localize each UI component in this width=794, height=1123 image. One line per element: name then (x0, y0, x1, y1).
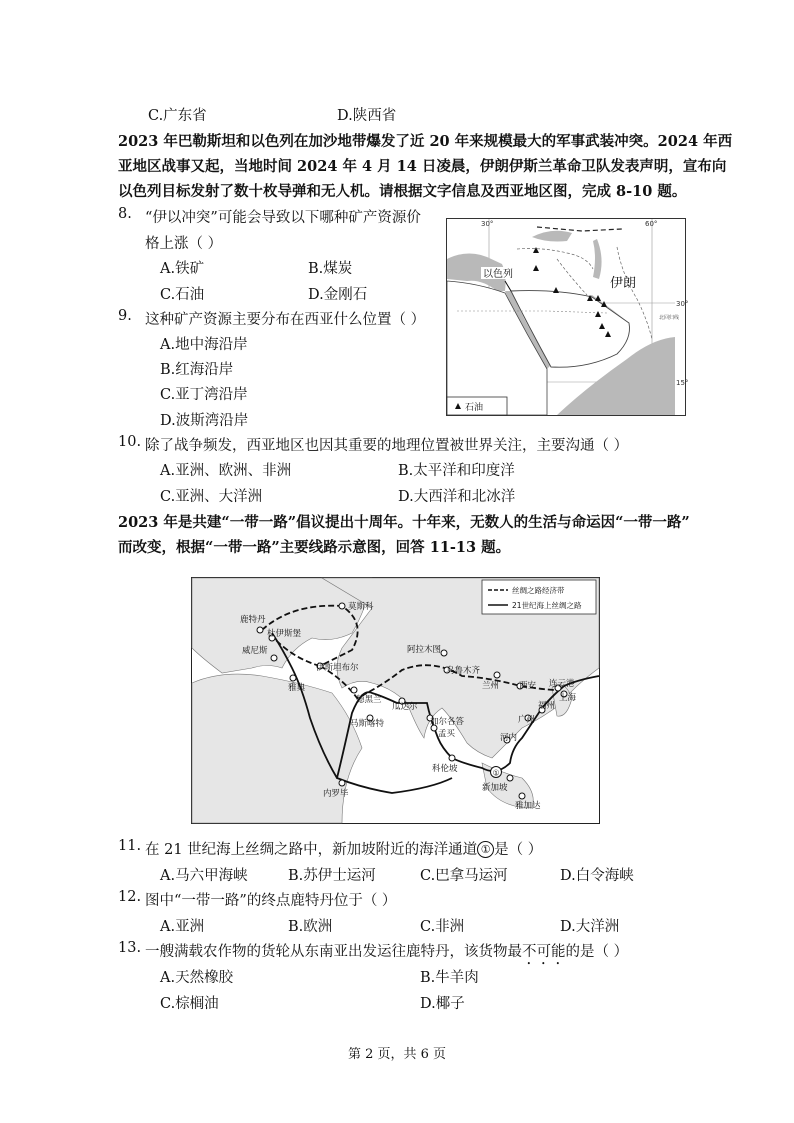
label-lianyungang: 连云港 (549, 679, 575, 689)
q8-text-line2: 格上涨（ ） (145, 236, 223, 252)
q10-option-b: B.太平洋和印度洋 (398, 463, 515, 479)
label-shanghai: 上海 (559, 693, 577, 703)
q9-option-b: B.红海沿岸 (160, 362, 234, 378)
intro1-line1: 2023 年巴勒斯坦和以色列在加沙地带爆发了近 20 年来规模最大的军事武装冲突。2024 年西 (118, 133, 733, 150)
q11-text (145, 838, 542, 859)
q9-option-a: A.地中海沿岸 (160, 337, 248, 353)
intro1-line2: 亚地区战事又起，当地时间 2024 年 4 月 14 日凌晨，伊朗伊斯兰革命卫队发表声明，宣布向 (118, 158, 727, 175)
legend-sea-label: 21世纪海上丝绸之路 (512, 601, 582, 610)
israel-arrow (505, 281, 511, 291)
africa-land (192, 674, 362, 823)
q9-option-d: D.波斯湾沿岸 (160, 413, 249, 429)
intro2-line2: 而改变，根据“一带一路”主要线路示意图，回答 11-13 题。 (118, 539, 511, 556)
q13-number: 13. (118, 940, 142, 956)
lat-30-label: 30° (676, 300, 689, 308)
option-c-prev: C.广东省 (148, 108, 207, 124)
lat-15-label: 15° (676, 379, 689, 387)
q10-text: 除了战争频发，西亚地区也因其重要的地理位置被世界关注，主要沟通（ ） (145, 438, 629, 454)
q9-option-c: C.亚丁湾沿岸 (160, 387, 248, 403)
q12-text: 图中“一带一路”的终点鹿特丹位于（ ） (145, 893, 397, 909)
belt-road-map (191, 577, 600, 824)
page-footer: 第 2 页，共 6 页 (347, 1047, 447, 1062)
iran-label: 伊朗 (610, 276, 637, 291)
q13-text (145, 940, 628, 968)
q11-text-a: 在 21 世纪海上丝绸之路中，新加坡附近的海洋通道 (145, 842, 478, 858)
label-lanzhou: 兰州 (482, 681, 500, 691)
label-moscow: 莫斯科 (348, 602, 374, 612)
q11-option-b: B.苏伊士运河 (288, 868, 376, 884)
label-tehran: 德黑兰 (356, 695, 382, 705)
black-sea (532, 231, 572, 242)
label-singapore: 新加坡 (482, 783, 508, 793)
west-asia-map-svg (447, 219, 689, 415)
q13-text-a: 一艘满载农作物的货轮从东南亚出发运往鹿特丹，该货物最 (145, 944, 522, 960)
q12-option-a: A.亚洲 (160, 919, 205, 935)
label-venice: 威尼斯 (242, 646, 268, 656)
lon-30-label: 30° (481, 220, 494, 228)
q11-marker: ① (477, 841, 494, 858)
west-asia-map (446, 218, 689, 416)
label-jakarta: 雅加达 (515, 801, 541, 811)
label-xian: 西安 (519, 681, 537, 691)
legend-oil-label: 石油 (465, 403, 484, 413)
intro1-line3: 以色列目标发射了数十枚导弹和无人机。请根据文字信息及西亚地区图，完成 8-10 题。 (118, 183, 687, 200)
label-nairobi: 内罗毕 (323, 789, 349, 799)
label-athens: 雅典 (288, 683, 306, 693)
label-duisburg: 杜伊斯堡 (267, 629, 302, 639)
q8-number: 8. (118, 206, 132, 222)
q13-emphasis: 不可能 (522, 944, 566, 960)
lon-60-label: 60° (645, 220, 658, 228)
q12-option-c: C.非洲 (420, 919, 465, 935)
q13-option-a: A.天然橡胶 (160, 970, 234, 986)
label-fuzhou: 福州 (538, 701, 556, 711)
label-mumbai: 孟买 (438, 729, 456, 739)
label-guangzhou: 广州 (518, 715, 536, 725)
oil-icon (553, 287, 559, 293)
label-istanbul: 伊斯坦布尔 (316, 663, 359, 673)
legend-land-label: 丝绸之路经济带 (512, 586, 565, 595)
q9-number: 9. (118, 308, 132, 324)
q11-text-b: 是（ ） (494, 842, 543, 858)
oil-icon (533, 265, 539, 271)
label-rotterdam: 鹿特丹 (240, 615, 266, 625)
q11-option-c: C.巴拿马运河 (420, 868, 508, 884)
q9-text: 这种矿产资源主要分布在西亚什么位置（ ） (145, 312, 426, 328)
q12-option-b: B.欧洲 (288, 919, 333, 935)
q11-option-a: A.马六甲海峡 (160, 868, 248, 884)
label-hanoi: 河内 (500, 733, 518, 743)
q11-number: 11. (118, 838, 142, 854)
q10-option-c: C.亚洲、大洋洲 (160, 489, 263, 505)
belt-road-map-svg (192, 578, 599, 823)
label-almaty: 阿拉木图 (407, 645, 442, 655)
israel-label: 以色列 (483, 269, 513, 280)
label-urumqi: 乌鲁木齐 (446, 666, 481, 676)
label-gwadar: 瓜达尔 (392, 702, 418, 712)
q12-option-d: D.大洋洲 (560, 919, 620, 935)
label-muscat: 马斯喀特 (350, 719, 385, 729)
q13-text-b: 的是（ ） (565, 944, 629, 960)
option-d-prev: D.陕西省 (337, 108, 397, 124)
q13-option-c: C.棕榈油 (160, 996, 219, 1012)
tropic-label: 北回归线 (659, 315, 680, 321)
q8-option-a: A.铁矿 (160, 261, 205, 277)
intro2-line1: 2023 年是共建“一带一路”倡议提出十周年。十年来，无数人的生活与命运因“一带一路” (118, 514, 690, 531)
channel-marker-label: ① (492, 768, 500, 778)
q10-option-d: D.大西洋和北冰洋 (398, 489, 516, 505)
q10-option-a: A.亚洲、欧洲、非洲 (160, 463, 292, 479)
q8-option-c: C.石油 (160, 287, 205, 303)
label-kolkata: 加尔各答 (430, 717, 465, 727)
q8-option-d: D.金刚石 (308, 287, 368, 303)
caspian-sea (593, 239, 602, 279)
q13-option-d: D.椰子 (420, 996, 465, 1012)
oil-icon (533, 247, 539, 253)
q10-number: 10. (118, 434, 142, 450)
label-colombo: 科伦坡 (432, 764, 458, 774)
q11-option-d: D.白令海峡 (560, 868, 634, 884)
q8-text-line1: “伊以冲突”可能会导致以下哪种矿产资源价 (145, 210, 421, 226)
q13-option-b: B.牛羊肉 (420, 970, 479, 986)
q12-number: 12. (118, 889, 142, 905)
q8-option-b: B.煤炭 (308, 261, 353, 277)
